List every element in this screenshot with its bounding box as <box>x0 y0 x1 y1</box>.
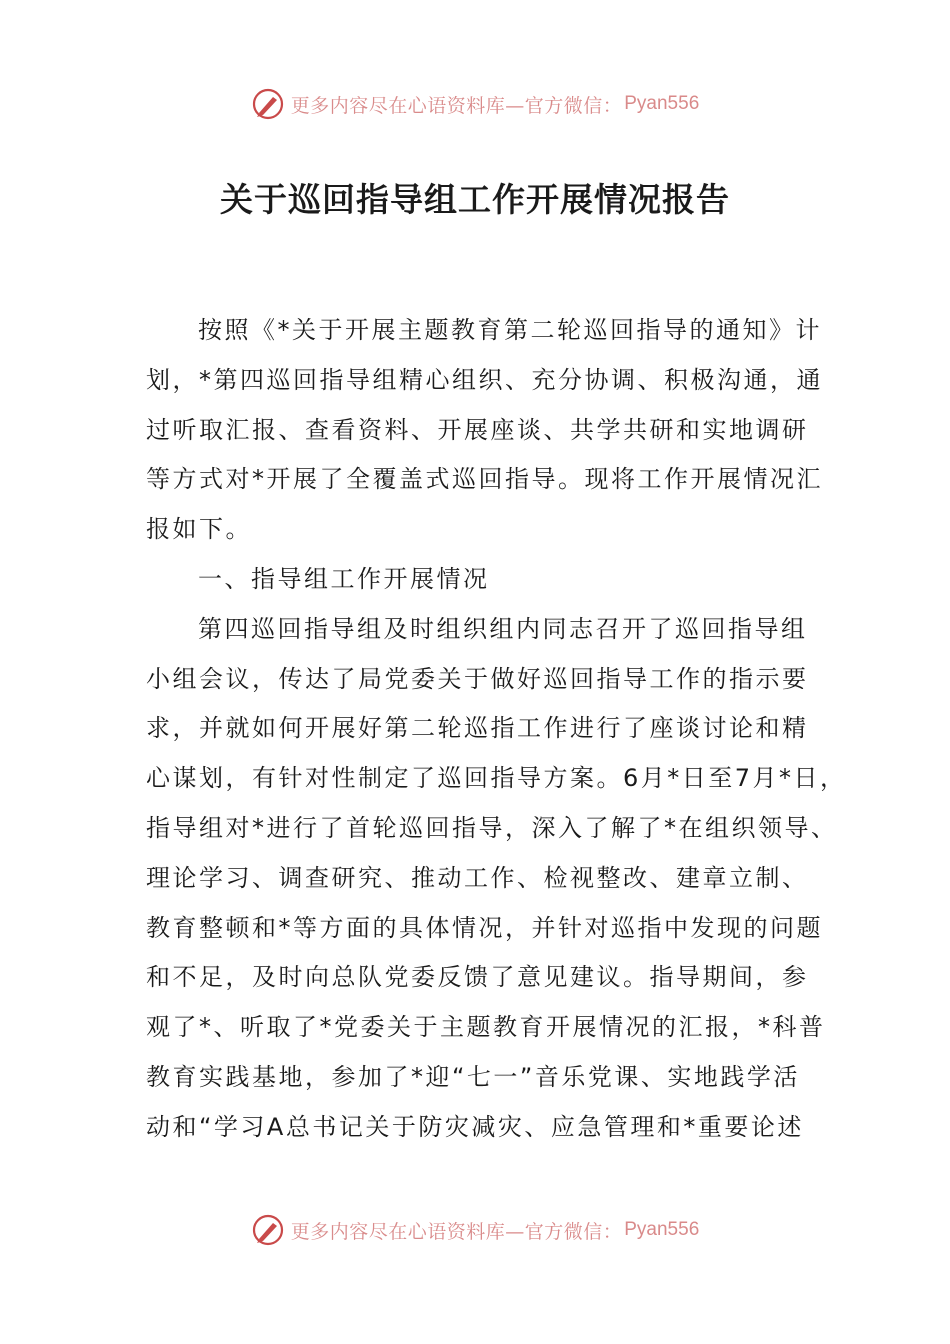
watermark-wechat-id: Pyan556 <box>624 1219 700 1240</box>
header-watermark <box>0 84 950 124</box>
paragraph-line: 理论学习、调查研究、推动工作、检视整改、建章立制、 <box>146 863 809 892</box>
paragraph-line: 心谋划，有针对性制定了巡回指导方案。6月*日至7月*日， <box>146 764 847 793</box>
paragraph-line: 划，*第四巡回指导组精心组织、充分协调、积极沟通，通 <box>146 365 823 394</box>
paragraph-line: 过听取汇报、查看资料、开展座谈、共学共研和实地调研 <box>146 415 809 444</box>
paragraph-line: 教育整顿和*等方面的具体情况，并针对巡指中发现的问题 <box>146 913 823 942</box>
watermark-text: 更多内容尽在心语资料库—官方微信： <box>290 1220 623 1243</box>
paragraph-line: 报如下。 <box>146 515 252 544</box>
paragraph-line: 第四巡回指导组及时组织组内同志召开了巡回指导组 <box>198 614 808 643</box>
section-heading: 一、指导组工作开展情况 <box>198 564 490 593</box>
watermark-wechat-id: Pyan556 <box>624 93 700 114</box>
paragraph-line: 指导组对*进行了首轮巡回指导，深入了解了*在组织领导、 <box>146 813 838 842</box>
paragraph-line: 观了*、听取了*党委关于主题教育开展情况的汇报，*科普 <box>146 1013 826 1042</box>
footer-watermark <box>0 1210 950 1250</box>
paragraph-line: 等方式对*开展了全覆盖式巡回指导。现将工作开展情况汇 <box>146 465 823 494</box>
document-body <box>146 306 847 1153</box>
paragraph-line: 动和“学习A总书记关于防灾减灾、应急管理和*重要论述 <box>146 1112 804 1141</box>
paragraph-line: 和不足，及时向总队党委反馈了意见建议。指导期间，参 <box>146 963 809 992</box>
pen-logo-icon <box>251 1213 285 1247</box>
paragraph-line: 求，并就如何开展好第二轮巡指工作进行了座谈讨论和精 <box>146 714 809 743</box>
pen-logo-icon <box>251 87 285 121</box>
watermark-text: 更多内容尽在心语资料库—官方微信： <box>290 94 623 117</box>
paragraph-line: 按照《*关于开展主题教育第二轮巡回指导的通知》计 <box>198 316 822 344</box>
paragraph-line: 小组会议，传达了局党委关于做好巡回指导工作的指示要 <box>146 664 809 693</box>
document-title: 关于巡回指导组工作开展情况报告 <box>220 180 730 219</box>
paragraph-line: 教育实践基地，参加了*迎“七一”音乐党课、实地践学活 <box>146 1062 800 1091</box>
